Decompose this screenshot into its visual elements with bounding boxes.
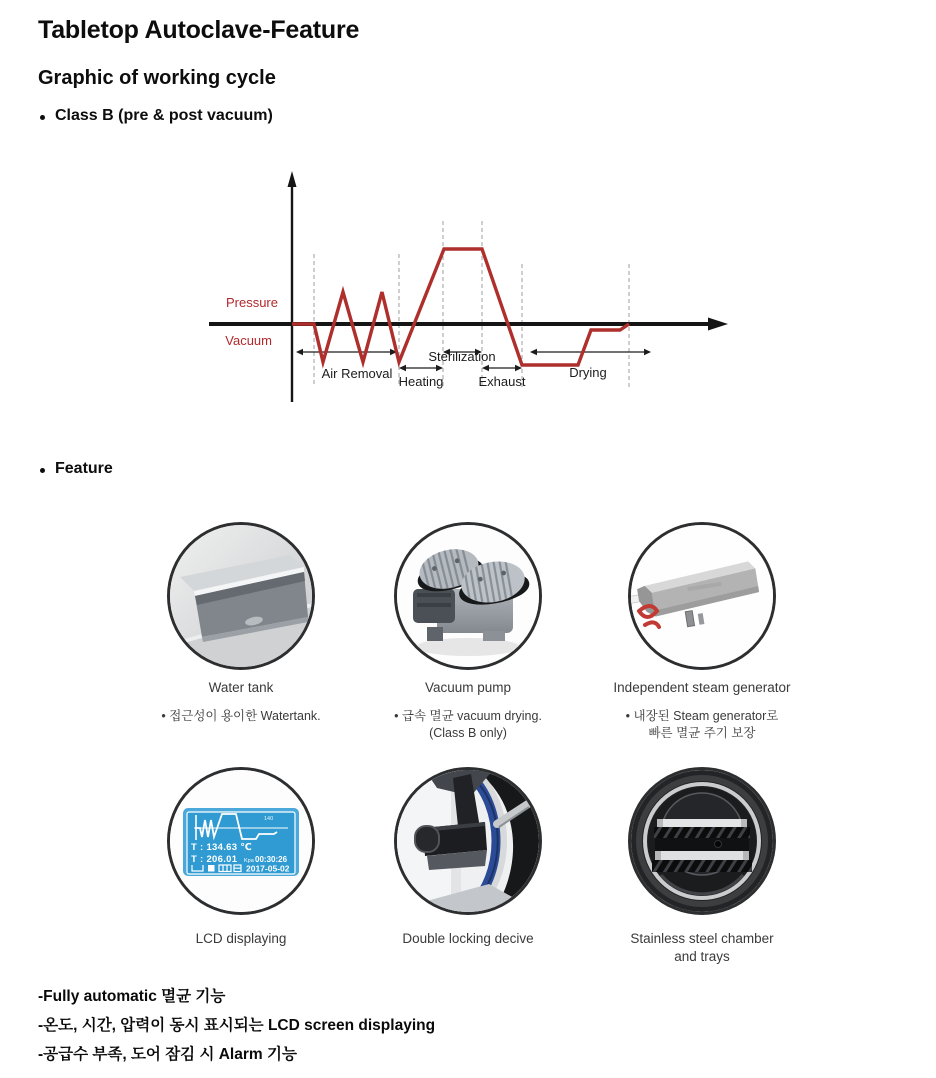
pressure-axis-label: Pressure xyxy=(225,295,278,310)
water-tank-photo xyxy=(167,522,315,670)
pressure-axis-arrowhead-icon xyxy=(288,171,297,187)
feature-caption-line2: and trays xyxy=(674,948,730,964)
arrowhead-right-icon xyxy=(644,349,651,355)
steam-generator-photo xyxy=(628,522,776,670)
feature-caption: Water tank xyxy=(208,680,274,695)
feature-caption: Double locking decive xyxy=(402,931,534,946)
feature-card-chamber xyxy=(586,767,818,965)
working-cycle-chart xyxy=(183,160,753,410)
footer-line-3: -공급수 부족, 도어 잠김 시 Alarm 기능 xyxy=(38,1046,297,1063)
phase-label: Drying xyxy=(569,365,607,380)
arrowhead-left-icon xyxy=(296,349,303,355)
working-cycle-chart-area xyxy=(183,160,753,410)
phase-label: Sterilization xyxy=(428,349,496,364)
lcd-pressure-unit: Kpa xyxy=(244,858,254,864)
lcd-pressure-readout: T : 206.01 xyxy=(191,854,238,865)
feature-caption: Independent steam generator xyxy=(613,680,791,695)
section-title: Graphic of working cycle xyxy=(38,67,276,89)
feature-card-water-tank xyxy=(125,522,357,725)
arrowhead-left-icon xyxy=(530,349,537,355)
feature-card-door-lock xyxy=(352,767,584,948)
feature-caption: Vacuum pump xyxy=(424,680,512,695)
lcd-temperature-readout: T : 134.63 ℃ xyxy=(191,842,253,853)
lcd-date: 2017-05-02 xyxy=(246,863,290,874)
arrowhead-left-icon xyxy=(482,365,489,371)
lcd-display-photo xyxy=(167,767,315,915)
feature-note: • 접근성이 용이한 Watertank. xyxy=(161,708,321,723)
feature-card-lcd xyxy=(125,767,357,948)
phase-label: Exhaust xyxy=(478,374,526,389)
vacuum-axis-label: Vacuum xyxy=(225,333,272,348)
vacuum-pump-photo xyxy=(394,522,542,670)
bullet-dot xyxy=(40,115,45,120)
chamber-photo xyxy=(628,767,776,915)
feature-caption: Stainless steel chamber xyxy=(630,931,774,946)
page-title: Tabletop Autoclave-Feature xyxy=(38,16,360,44)
door-lock-photo xyxy=(394,767,542,915)
bullet-dot xyxy=(40,468,45,473)
feature-caption: LCD displaying xyxy=(195,931,287,946)
arrowhead-right-icon xyxy=(436,365,443,371)
footer-line-1: -Fully automatic 멸균 기능 xyxy=(38,988,226,1005)
feature-note-line2: (Class B only) xyxy=(429,726,507,741)
phase-label: Air Removal xyxy=(321,366,393,381)
feature-bullet xyxy=(40,460,113,478)
phase-label: Heating xyxy=(398,374,444,389)
time-axis-arrowhead-icon xyxy=(708,318,728,331)
lcd-mode-text: 140 xyxy=(264,816,274,822)
class-b-label: Class B (pre & post vacuum) xyxy=(55,107,273,124)
feature-note-line2: 빠른 멸균 주기 보장 xyxy=(648,726,756,741)
cycle-pressure-curve xyxy=(292,249,629,365)
footer-feature-list xyxy=(38,982,435,1069)
class-b-bullet xyxy=(40,107,273,125)
feature-card-vacuum-pump xyxy=(352,522,584,743)
feature-label: Feature xyxy=(55,460,113,477)
footer-line-2: -온도, 시간, 압력이 동시 표시되는 LCD screen displaying xyxy=(38,1017,436,1034)
feature-note: • 내장된 Steam generator로 xyxy=(625,708,779,723)
feature-card-steam-generator xyxy=(586,522,818,743)
feature-note: • 급속 멸균 vacuum drying. xyxy=(394,708,542,723)
arrowhead-left-icon xyxy=(399,365,406,371)
lcd-elapsed-time: 00:30:26 xyxy=(255,855,288,864)
